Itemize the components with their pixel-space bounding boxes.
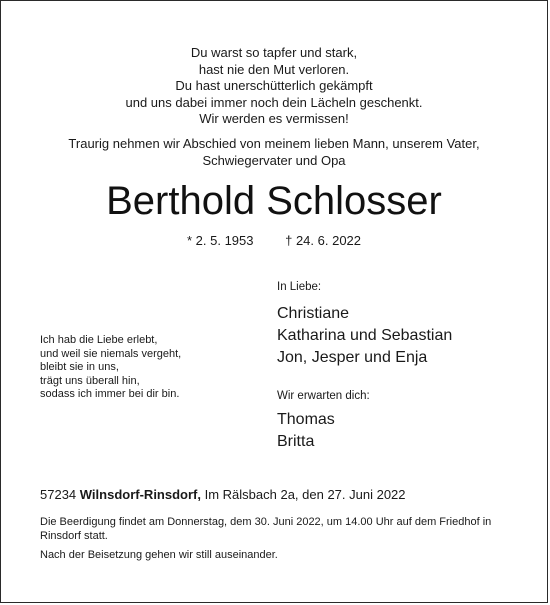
life-dates: [1, 233, 547, 249]
poem-line: Wir werden es vermissen!: [199, 111, 349, 126]
verse-line: bleibt sie in uns,: [40, 361, 119, 373]
burial-note: Nach der Beisetzung gehen wir still auseinander.: [40, 549, 278, 561]
funeral-note: Die Beerdigung findet am Donnerstag, dem 30. Juni 2022, um 14.00 Uhr auf dem Friedhof in Rinsdorf statt.: [40, 516, 492, 542]
mourner-name: Thomas: [277, 411, 335, 428]
address-date: Im Rälsbach 2a, den 27. Juni 2022: [204, 487, 406, 502]
mourner-name: Christiane: [277, 305, 350, 322]
intro-line: Schwiegervater und Opa: [202, 152, 346, 168]
deceased-name: Berthold Schlosser: [106, 179, 442, 223]
awaiting-label: Wir erwarten dich:: [277, 390, 370, 402]
intro-line: Traurig nehmen wir Abschied von meinem lieben Mann, unserem Vater,: [68, 136, 480, 151]
mourner-name: Britta: [277, 433, 315, 450]
verse-line: sodass ich immer bei dir bin.: [40, 388, 180, 400]
postal-code: 57234: [40, 487, 77, 502]
town-name: Wilnsdorf-Rinsdorf,: [79, 487, 201, 502]
verse-line: trägt uns überall hin,: [40, 374, 140, 387]
mourners-label: In Liebe:: [277, 281, 322, 293]
place-and-date: [40, 487, 406, 503]
intro-text: [1, 136, 547, 169]
mourners-list: [277, 303, 452, 369]
death-date: † 24. 6. 2022: [285, 233, 362, 248]
mourner-name: Katharina und Sebastian: [277, 327, 453, 344]
birth-date: * 2. 5. 1953: [186, 233, 254, 248]
poem-line: Du warst so tapfer und stark,: [190, 45, 358, 60]
poem-line: Du hast unerschütterlich gekämpft: [175, 78, 373, 93]
mourner-name: Jon, Jesper und Enja: [277, 349, 428, 366]
poem-line: hast nie den Mut verloren.: [198, 61, 350, 77]
awaiting-list: [277, 409, 335, 453]
poem: [1, 45, 547, 128]
verse-line: Ich hab die Liebe erlebt,: [40, 334, 158, 346]
verse: [40, 334, 181, 402]
poem-line: und uns dabei immer noch dein Lächeln geschenkt.: [125, 94, 423, 110]
verse-line: und weil sie niemals vergeht,: [40, 347, 182, 360]
